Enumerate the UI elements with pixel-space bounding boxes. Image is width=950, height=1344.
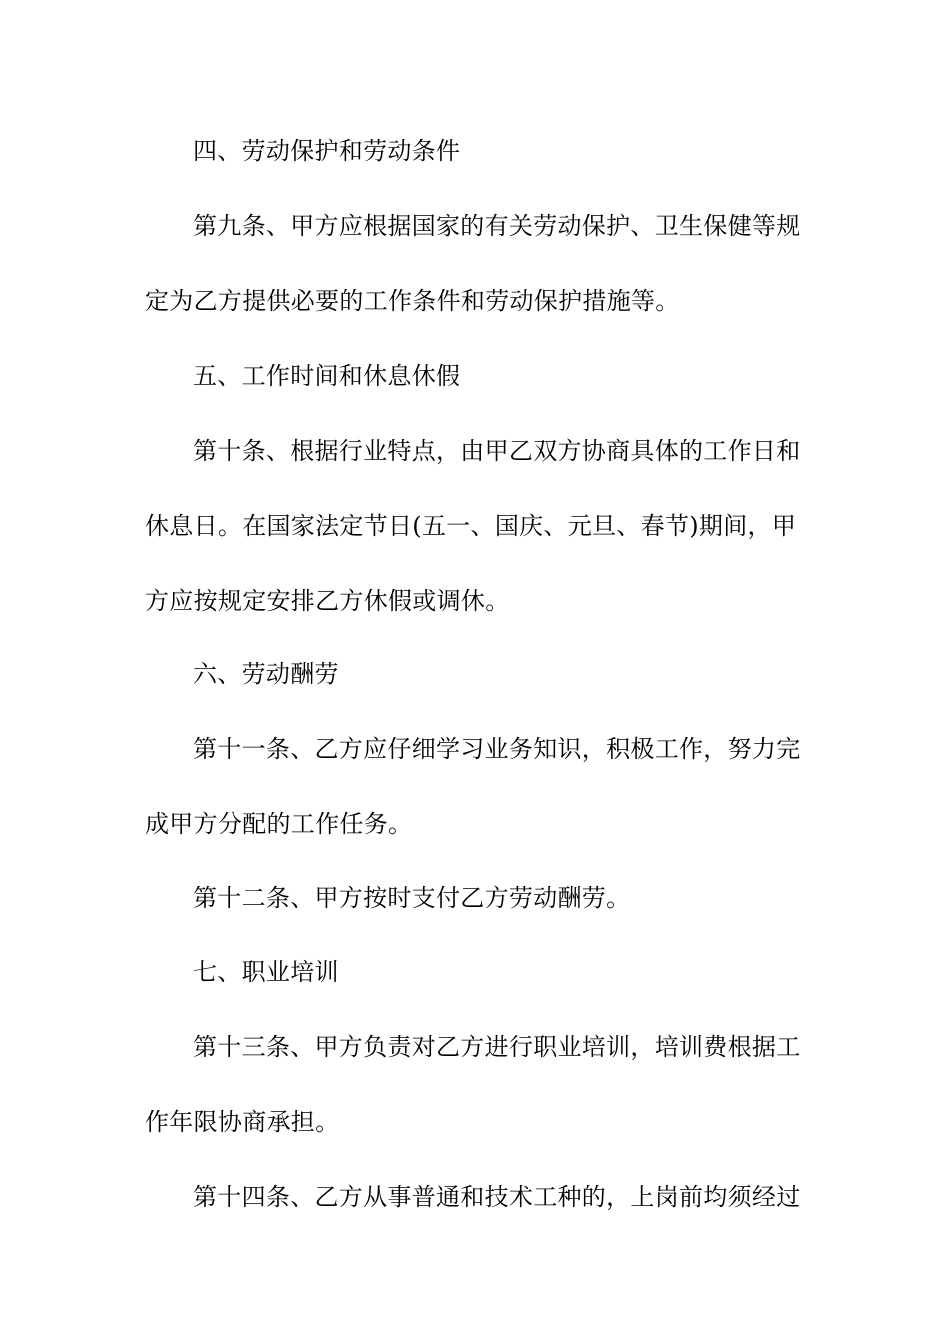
- article-9-line-1: 第九条、甲方应根据国家的有关劳动保护、卫生保健等规: [193, 212, 801, 240]
- article-10-line-2: 休息日。在国家法定节日(五一、国庆、元旦、春节)期间，甲: [145, 512, 797, 540]
- section-heading-labor-protection: 四、劳动保护和劳动条件: [193, 137, 461, 165]
- article-13-line-1: 第十三条、甲方负责对乙方进行职业培训，培训费根据工: [193, 1033, 801, 1061]
- article-13-line-2: 作年限协商承担。: [145, 1108, 340, 1136]
- article-14-line-1: 第十四条、乙方从事普通和技术工种的，上岗前均须经过: [193, 1183, 801, 1211]
- section-heading-vocational-training: 七、职业培训: [193, 958, 339, 986]
- article-10-line-3: 方应按规定安排乙方休假或调休。: [145, 587, 510, 615]
- article-12-line-1: 第十二条、甲方按时支付乙方劳动酬劳。: [193, 884, 631, 912]
- article-9-line-2: 定为乙方提供必要的工作条件和劳动保护措施等。: [145, 287, 680, 315]
- article-11-line-2: 成甲方分配的工作任务。: [145, 810, 413, 838]
- article-10-line-1: 第十条、根据行业特点，由甲乙双方协商具体的工作日和: [193, 437, 801, 465]
- section-heading-remuneration: 六、劳动酬劳: [193, 660, 339, 688]
- section-heading-working-hours: 五、工作时间和休息休假: [193, 362, 461, 390]
- article-11-line-1: 第十一条、乙方应仔细学习业务知识，积极工作，努力完: [193, 735, 801, 763]
